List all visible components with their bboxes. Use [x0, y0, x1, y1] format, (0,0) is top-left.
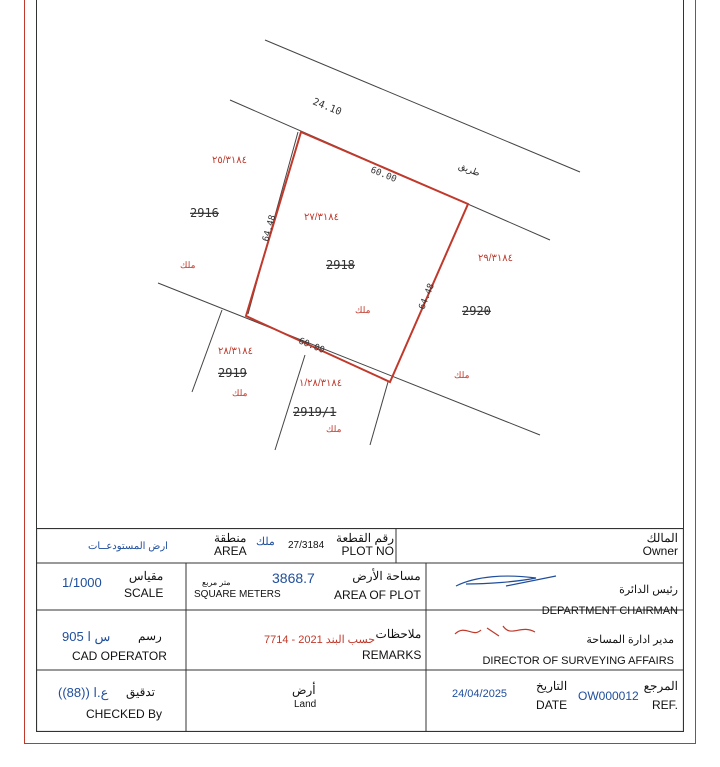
area-value: ارض المستودعــات: [88, 541, 168, 552]
divider-bottom-right: [370, 382, 388, 445]
scale-label: مقياس SCALE: [124, 569, 164, 600]
area-label: منطقة AREA: [214, 531, 247, 558]
neighbor-number-2919-1: 2919/1: [293, 405, 337, 419]
plot-boundary: [246, 132, 468, 382]
neighbor-owner-1-28: ملك: [326, 424, 342, 434]
dept-chairman-label: رئيس الدائرة DEPARTMENT CHAIRMAN: [541, 584, 678, 617]
neighbor-ref-25: ٢٥/٣١٨٤: [212, 155, 248, 166]
land-en: Land: [294, 699, 317, 710]
plot-owner: ملك: [355, 305, 371, 315]
remarks-value: حسب البند 2021 - 7714: [264, 634, 376, 646]
area-of-plot-value: 3868.7: [272, 570, 315, 586]
scale-value: 1/1000: [62, 575, 102, 590]
plot-center-number: 2918: [326, 258, 355, 272]
chairman-signature: [446, 568, 566, 596]
side-right-label: 64.48: [417, 282, 437, 312]
neighbor-owner-25: ملك: [180, 260, 196, 270]
director-signature: [451, 620, 541, 642]
neighbor-ref-28: ٢٨/٣١٨٤: [218, 346, 254, 357]
remarks-label: ملاحظات REMARKS: [362, 627, 422, 662]
road-width-label: 24.10: [310, 96, 343, 119]
plot-no-label: رقم القطعة PLOT NO: [336, 531, 394, 558]
side-bottom-label: 60.00: [296, 336, 326, 356]
neighbor-number-2920: 2920: [462, 304, 491, 318]
cad-value: س ا 905: [62, 629, 111, 644]
area-of-plot-label: مساحة الأرض AREA OF PLOT: [334, 569, 421, 602]
neighbor-number-2919: 2919: [218, 366, 247, 380]
ownership-type: ملك: [256, 536, 275, 548]
ref-value: OW000012: [578, 689, 639, 703]
road-label: طريق: [457, 160, 482, 179]
side-left-label: 64.48: [261, 214, 279, 243]
neighbor-ref-29: ٢٩/٣١٨٤: [478, 253, 514, 264]
neighbor-ref-1-28: ١/٢٨/٣١٨٤: [299, 378, 343, 389]
right-owner: ملك: [454, 370, 470, 380]
ref-label: المرجع REF.: [643, 679, 678, 712]
checked-value: ع.ا ((88)): [58, 685, 109, 700]
date-label: التاريخ DATE: [536, 679, 568, 712]
plot-center-ref: ٢٧/٣١٨٤: [304, 212, 340, 223]
title-block: [36, 528, 684, 732]
neighbor-owner-28: ملك: [232, 388, 248, 398]
cad-label: رسم: [138, 629, 162, 643]
divider-bottom-mid: [275, 355, 305, 450]
checked-label: تدقيق: [126, 685, 156, 699]
director-label: مدير ادارة المساحة DIRECTOR OF SURVEYING AFFAIRS: [482, 634, 674, 667]
sq-m-en: SQUARE METERS: [194, 589, 281, 600]
sq-m-ar: متر مربع: [202, 578, 231, 587]
neighbor-number-2916: 2916: [190, 206, 219, 220]
owner-label: المالك Owner: [642, 531, 678, 558]
checked-by-label: CHECKED By: [86, 707, 163, 721]
plot-no-value: 27/3184: [288, 540, 325, 551]
date-value: 24/04/2025: [452, 688, 508, 700]
side-top-label: 60.00: [368, 165, 398, 185]
land-ar: أرض: [292, 683, 316, 697]
cad-operator-label: CAD OPERATOR: [72, 649, 167, 663]
